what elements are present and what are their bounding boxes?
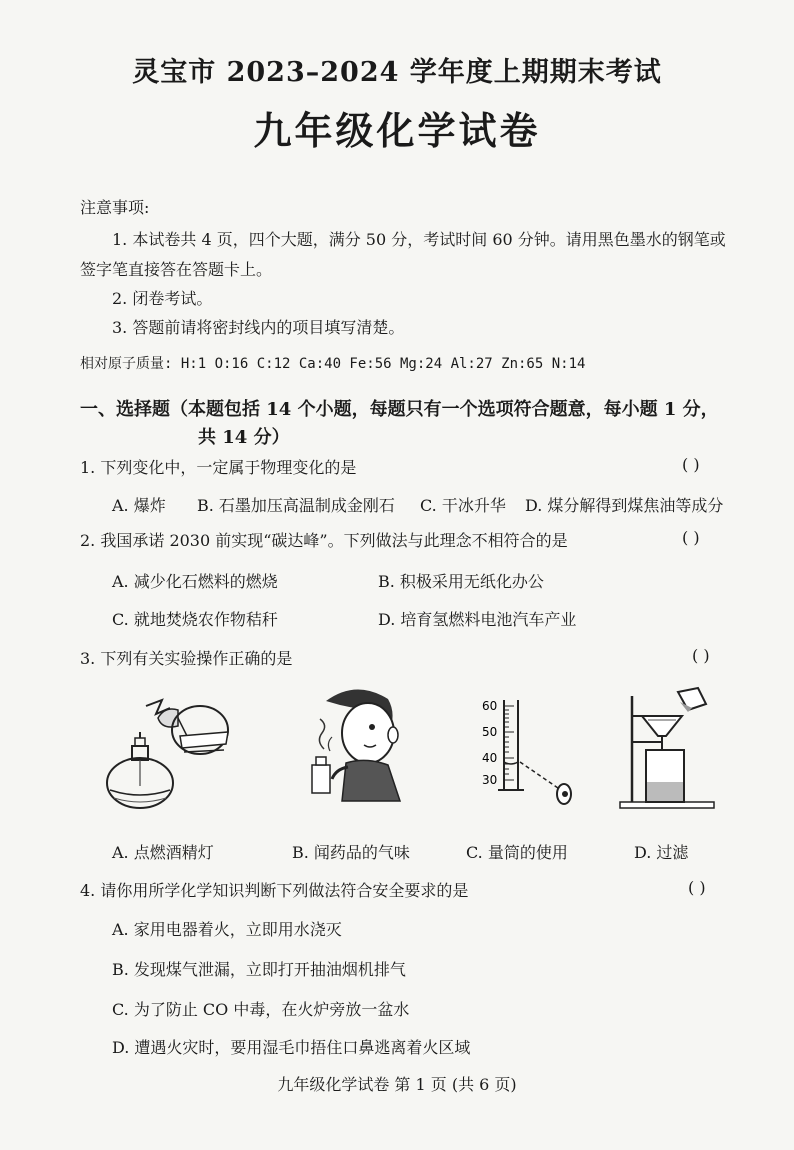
q3-option-b: B. 闻药品的气味 [292,843,410,862]
section-1-heading-cont: 共 14 分） [198,427,290,448]
q1-option-c: C. 干冰升华 [420,496,506,515]
q2-option-d: D. 培育氢燃料电池汽车产业 [378,610,577,629]
q2-stem: 2. 我国承诺 2030 前实现“碳达峰”。下列做法与此理念不相符合的是 [80,531,568,550]
q1-stem: 1. 下列变化中，一定属于物理变化的是 [80,458,357,477]
q1-option-a: A. 爆炸 [112,496,166,515]
q1-option-b: B. 石墨加压高温制成金刚石 [197,496,395,515]
q4-answer-paren[interactable]: ( ) [688,878,706,897]
figure-measuring-cylinder [472,696,587,811]
q2-option-a: A. 减少化石燃料的燃烧 [112,572,278,591]
exam-subject-title: 九年级化学试卷 [253,108,541,153]
q3-option-d: D. 过滤 [634,843,689,862]
q1-option-d: D. 煤分解得到煤焦油等成分 [525,496,724,515]
q1-answer-paren[interactable]: ( ) [682,455,700,474]
q3-answer-paren[interactable]: ( ) [692,646,710,665]
exam-title: 灵宝市 2023–2024 学年度上期期末考试 [132,57,662,88]
figure-alcohol-lamp [100,688,235,818]
q2-answer-paren[interactable]: ( ) [682,528,700,547]
q3-option-a: A. 点燃酒精灯 [112,843,214,862]
figure-filtration [616,686,726,812]
notice-heading: 注意事项: [80,198,150,217]
notice-item-1: 1. 本试卷共 4 页，四个大题，满分 50 分，考试时间 60 分钟。请用黑色墨水的钢笔或 [112,230,726,249]
cylinder-tick-50: 50 [482,725,498,739]
cylinder-tick-30: 30 [482,773,498,787]
q4-option-a: A. 家用电器着火，立即用水浇灭 [112,920,342,939]
q4-option-d: D. 遭遇火灾时，要用湿毛巾捂住口鼻逃离着火区域 [112,1038,471,1057]
page-footer: 九年级化学试卷 第 1 页 (共 6 页) [277,1075,517,1094]
q4-option-b: B. 发现煤气泄漏，立即打开抽油烟机排气 [112,960,406,979]
notice-item-2: 2. 闭卷考试。 [112,289,213,308]
q3-stem: 3. 下列有关实验操作正确的是 [80,649,293,668]
notice-item-3: 3. 答题前请将密封线内的项目填写清楚。 [112,318,405,337]
cylinder-tick-40: 40 [482,751,498,765]
figure-smell-reagent [296,683,416,803]
q3-option-c: C. 量筒的使用 [466,843,568,862]
atomic-mass-line: 相对原子质量: H:1 O:16 C:12 Ca:40 Fe:56 Mg:24 Al:27 Zn:65 N:14 [80,356,586,372]
notice-item-1-cont: 签字笔直接答在答题卡上。 [80,260,273,279]
q4-stem: 4. 请你用所学化学知识判断下列做法符合安全要求的是 [80,881,469,900]
q4-option-c: C. 为了防止 CO 中毒，在火炉旁放一盆水 [112,1000,410,1019]
q2-option-c: C. 就地焚烧农作物秸秆 [112,610,278,629]
cylinder-tick-60: 60 [482,699,498,713]
q2-option-b: B. 积极采用无纸化办公 [378,572,544,591]
section-1-heading: 一、选择题（本题包括 14 个小题，每题只有一个选项符合题意，每小题 1 分， [80,399,719,420]
